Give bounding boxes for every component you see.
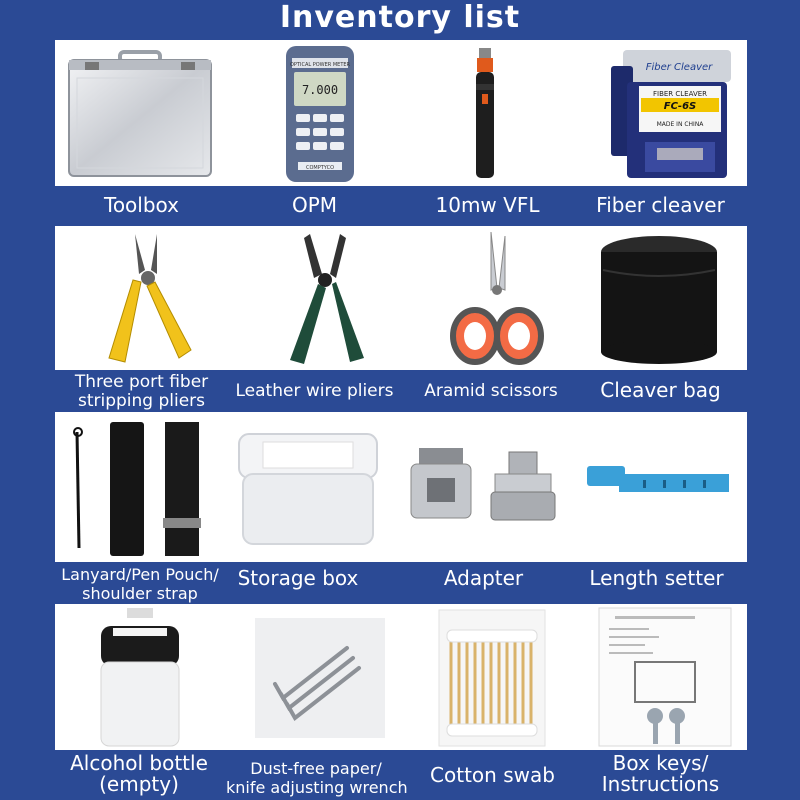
- label-dust-free-paper: [226, 759, 406, 797]
- alcohol-bottle-image: [95, 606, 185, 748]
- label-dust-free-paper-line-1: Dust-free paper/: [250, 759, 382, 778]
- length-setter-image: [583, 456, 733, 516]
- label-length-setter: Length setter: [589, 566, 724, 590]
- blue-length-setter-icon: [583, 456, 733, 516]
- opm-brand-text: COMPTYCO: [305, 165, 335, 171]
- cleaver-bag-image: [595, 230, 723, 366]
- vfl-image: [460, 44, 510, 182]
- wire-pliers-image: [270, 230, 380, 366]
- opm-image: [280, 42, 360, 184]
- label-vfl: 10mw VFL: [435, 193, 540, 217]
- label-lanyard-line-1: Lanyard/Pen Pouch/: [61, 565, 219, 584]
- toolbox-image: [65, 48, 215, 180]
- scissors-image: [445, 228, 545, 368]
- label-lanyard-line-2: shoulder strap: [82, 584, 198, 603]
- manual-image: [595, 606, 735, 748]
- row-2-panel: [55, 226, 747, 370]
- cleaver-made-text: MADE IN CHINA: [656, 121, 704, 128]
- alcohol-bottle-icon: [95, 606, 185, 748]
- label-adapter: Adapter: [443, 566, 524, 590]
- label-box-keys-line-2: Instructions: [601, 772, 720, 796]
- label-box-keys: [574, 753, 747, 795]
- label-wire-pliers: Leather wire pliers: [235, 381, 394, 401]
- aluminum-toolbox-icon: [65, 48, 215, 180]
- optical-power-meter-icon: [280, 42, 360, 184]
- page-title: Inventory list: [279, 0, 521, 35]
- label-toolbox: Toolbox: [104, 193, 179, 217]
- storage-box-image: [233, 430, 383, 548]
- cotton-swab-image: [437, 608, 547, 748]
- label-dust-free-paper-line-2: knife adjusting wrench: [226, 778, 408, 797]
- label-stripping-pliers-line-2: stripping pliers: [77, 391, 206, 411]
- lanyard-image: [65, 418, 215, 558]
- row-3-panel: [55, 412, 747, 562]
- lanyard-pouch-strap-icon: [65, 418, 215, 558]
- visual-fault-locator-pen-icon: [460, 44, 510, 182]
- label-aramid-scissors: Aramid scissors: [424, 381, 558, 401]
- opm-header-text: OPTICAL POWER METER: [289, 62, 351, 68]
- yellow-stripping-pliers-icon: [95, 230, 205, 366]
- label-fiber-cleaver: Fiber cleaver: [596, 193, 725, 217]
- adapter-image: [405, 438, 565, 538]
- label-lanyard: [50, 565, 230, 603]
- row-4-panel: [55, 604, 747, 750]
- label-stripping-pliers-line-1: Three port fiber: [74, 372, 209, 392]
- fiber-adapter-icon: [405, 438, 565, 538]
- cleaver-top-text: Fiber Cleaver: [645, 62, 713, 73]
- keys-and-manual-icon: [595, 606, 735, 748]
- hex-wrench-image: [255, 618, 385, 738]
- fiber-cleaver-image: [605, 42, 735, 184]
- fiber-cleaver-icon: [605, 42, 735, 184]
- label-alcohol-bottle-line-2: (empty): [99, 772, 179, 796]
- label-stripping-pliers: [55, 373, 228, 411]
- opm-screen-text: 7.000: [301, 83, 339, 97]
- label-storage-box: Storage box: [237, 566, 359, 590]
- cotton-swab-pack-icon: [437, 608, 547, 748]
- hex-wrench-set-icon: [255, 618, 385, 738]
- row-1-panel: [55, 40, 747, 186]
- label-alcohol-bottle-line-1: Alcohol bottle: [70, 751, 208, 775]
- label-box-keys-line-1: Box keys/: [612, 751, 709, 775]
- cleaver-model-text: FC-6S: [663, 101, 697, 112]
- cleaver-label-1: FIBER CLEAVER: [652, 90, 708, 98]
- label-cotton-swab: Cotton swab: [430, 763, 555, 787]
- label-opm: OPM: [291, 193, 338, 217]
- plastic-storage-box-icon: [233, 430, 383, 548]
- label-alcohol-bottle: [55, 753, 223, 795]
- green-wire-pliers-icon: [270, 230, 380, 366]
- orange-scissors-icon: [445, 228, 545, 368]
- stripping-pliers-image: [95, 230, 205, 366]
- black-cleaver-bag-icon: [595, 230, 723, 366]
- label-cleaver-bag: Cleaver bag: [600, 378, 721, 402]
